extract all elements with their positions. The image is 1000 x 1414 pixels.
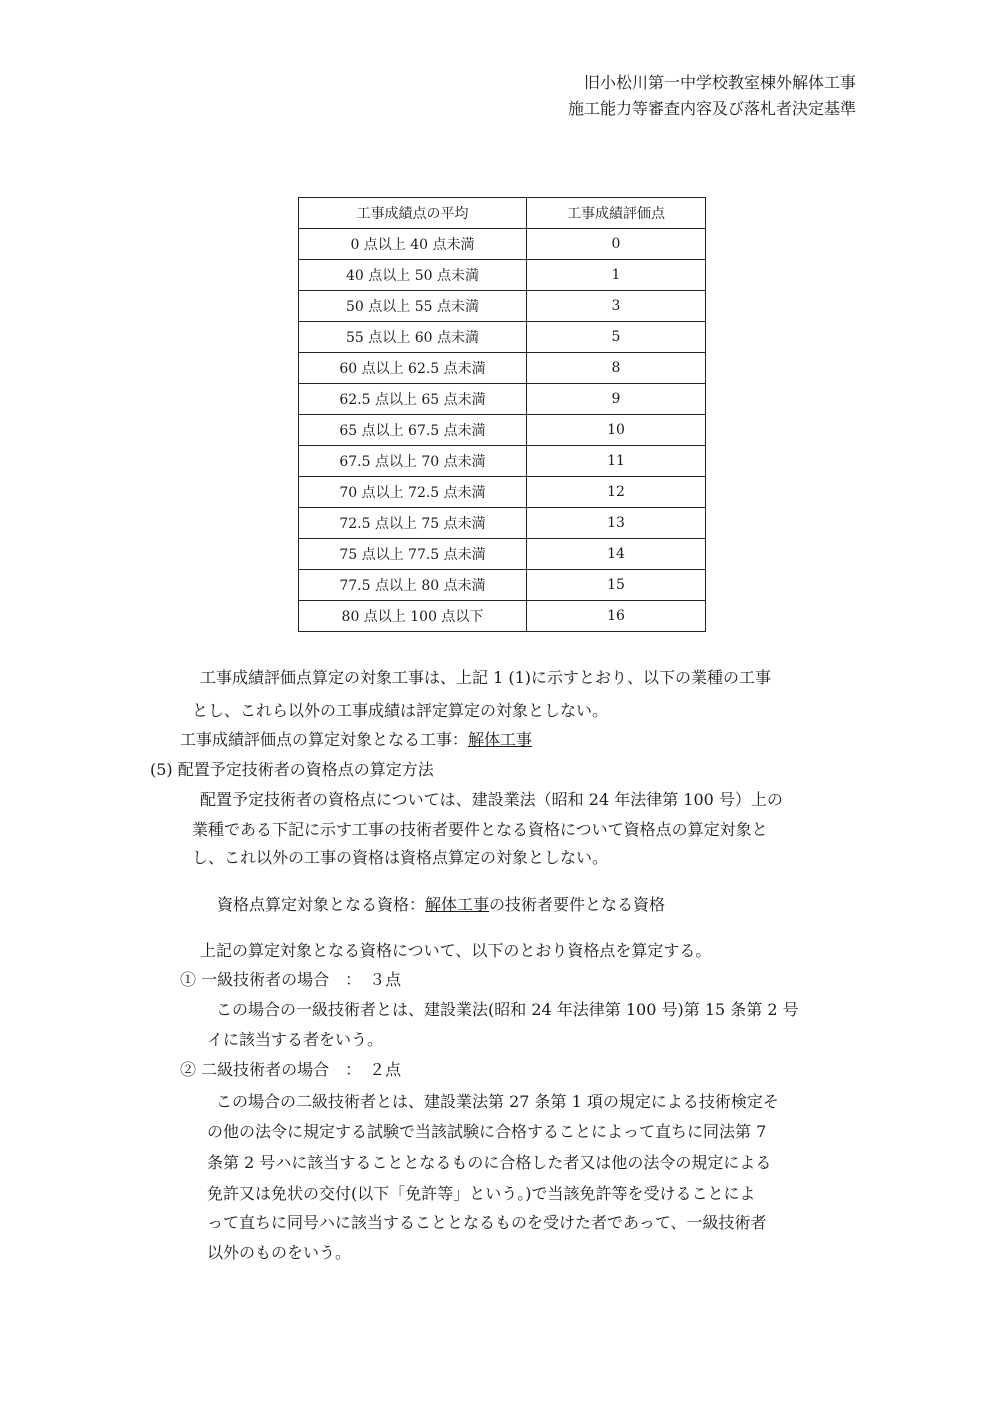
score-cell: 16 xyxy=(527,601,706,632)
range-cell: 50 点以上 55 点未満 xyxy=(299,291,527,322)
table-row xyxy=(299,353,706,384)
score-cell: 9 xyxy=(527,384,706,415)
range-cell: 65 点以上 67.5 点未満 xyxy=(299,415,527,446)
range-cell: 60 点以上 62.5 点未満 xyxy=(299,353,527,384)
qualification-value: 解体工事 xyxy=(425,895,490,914)
score-cell: 1 xyxy=(527,260,706,291)
range-cell: 72.5 点以上 75 点未満 xyxy=(299,508,527,539)
qualification-suffix: の技術者要件となる資格 xyxy=(489,895,666,914)
target-work-value: 解体工事 xyxy=(468,730,533,749)
paragraph-3: 上記の算定対象となる資格について、以下のとおり資格点を算定する。 xyxy=(200,941,712,960)
range-cell: 75 点以上 77.5 点未満 xyxy=(299,539,527,570)
score-cell: 10 xyxy=(527,415,706,446)
score-cell: 14 xyxy=(527,539,706,570)
item-1-line-2: イに該当する者をいう。 xyxy=(207,1030,384,1049)
table-row xyxy=(299,229,706,260)
table-row xyxy=(299,570,706,601)
score-cell: 15 xyxy=(527,570,706,601)
qualification-label: 資格点算定対象となる資格： xyxy=(217,895,426,914)
score-cell: 5 xyxy=(527,322,706,353)
score-cell: 13 xyxy=(527,508,706,539)
paragraph-1-line-2: とし、これら以外の工事成績は評定算定の対象としない。 xyxy=(192,701,609,720)
document-header xyxy=(568,70,856,122)
table-row xyxy=(299,291,706,322)
table-row xyxy=(299,415,706,446)
item-2-line-4: 免許又は免状の交付(以下「免許等」という。)で当該免許等を受けることによ xyxy=(207,1184,756,1203)
range-cell: 77.5 点以上 80 点未満 xyxy=(299,570,527,601)
table-row xyxy=(299,384,706,415)
qualification-line xyxy=(217,895,665,915)
section-5-heading: (5) 配置予定技術者の資格点の算定方法 xyxy=(150,760,434,779)
table-row xyxy=(299,322,706,353)
table-header-average: 工事成績点の平均 xyxy=(299,198,527,229)
item-2-line-2: の他の法令に規定する試験で当該試験に合格することによって直ちに同法第 7 xyxy=(207,1122,767,1141)
score-cell: 8 xyxy=(527,353,706,384)
item-1-line-1: この場合の一級技術者とは、建設業法(昭和 24 年法律第 100 号)第 15 条第 2 号 xyxy=(216,1000,799,1019)
item-1-heading: ① 一級技術者の場合 ： ３点 xyxy=(180,970,402,989)
range-cell: 67.5 点以上 70 点未満 xyxy=(299,446,527,477)
document-title: 施工能力等審査内容及び落札者決定基準 xyxy=(567,99,856,118)
range-cell: 70 点以上 72.5 点未満 xyxy=(299,477,527,508)
paragraph-2-line-1: 配置予定技術者の資格点については、建設業法（昭和 24 年法律第 100 号）上の xyxy=(200,790,783,809)
paragraph-2-line-3: し、これ以外の工事の資格は資格点算定の対象としない。 xyxy=(192,848,609,867)
table-row xyxy=(299,508,706,539)
target-work-line xyxy=(180,730,532,750)
range-cell: 0 点以上 40 点未満 xyxy=(299,229,527,260)
paragraph-2-line-2: 業種である下記に示す工事の技術者要件となる資格について資格点の算定対象と xyxy=(192,820,768,839)
score-cell: 11 xyxy=(527,446,706,477)
table-row xyxy=(299,477,706,508)
range-cell: 80 点以上 100 点以下 xyxy=(299,601,527,632)
score-table xyxy=(298,197,706,632)
range-cell: 55 点以上 60 点未満 xyxy=(299,322,527,353)
item-2-line-3: 条第 2 号ハに該当することとなるものに合格した者又は他の法令の規定による xyxy=(207,1153,772,1172)
score-cell: 0 xyxy=(527,229,706,260)
table-header-row xyxy=(299,198,706,229)
table-row xyxy=(299,539,706,570)
table-row xyxy=(299,446,706,477)
paragraph-1-line-1: 工事成績評価点算定の対象工事は、上記 1 (1)に示すとおり、以下の業種の工事 xyxy=(200,668,772,687)
project-title: 旧小松川第一中学校教室棟外解体工事 xyxy=(583,73,856,92)
item-2-line-5: って直ちに同号ハに該当することとなるものを受けた者であって、一級技術者 xyxy=(207,1213,767,1232)
item-2-heading: ② 二級技術者の場合 ： ２点 xyxy=(180,1060,402,1079)
item-2-line-1: この場合の二級技術者とは、建設業法第 27 条第 1 項の規定による技術検定そ xyxy=(216,1092,779,1111)
item-2-line-6: 以外のものをいう。 xyxy=(207,1243,352,1262)
table-header-score: 工事成績評価点 xyxy=(527,198,706,229)
range-cell: 62.5 点以上 65 点未満 xyxy=(299,384,527,415)
score-cell: 12 xyxy=(527,477,706,508)
range-cell: 40 点以上 50 点未満 xyxy=(299,260,527,291)
target-work-label: 工事成績評価点の算定対象となる工事： xyxy=(180,730,469,749)
table-row xyxy=(299,260,706,291)
table-row xyxy=(299,601,706,632)
score-cell: 3 xyxy=(527,291,706,322)
